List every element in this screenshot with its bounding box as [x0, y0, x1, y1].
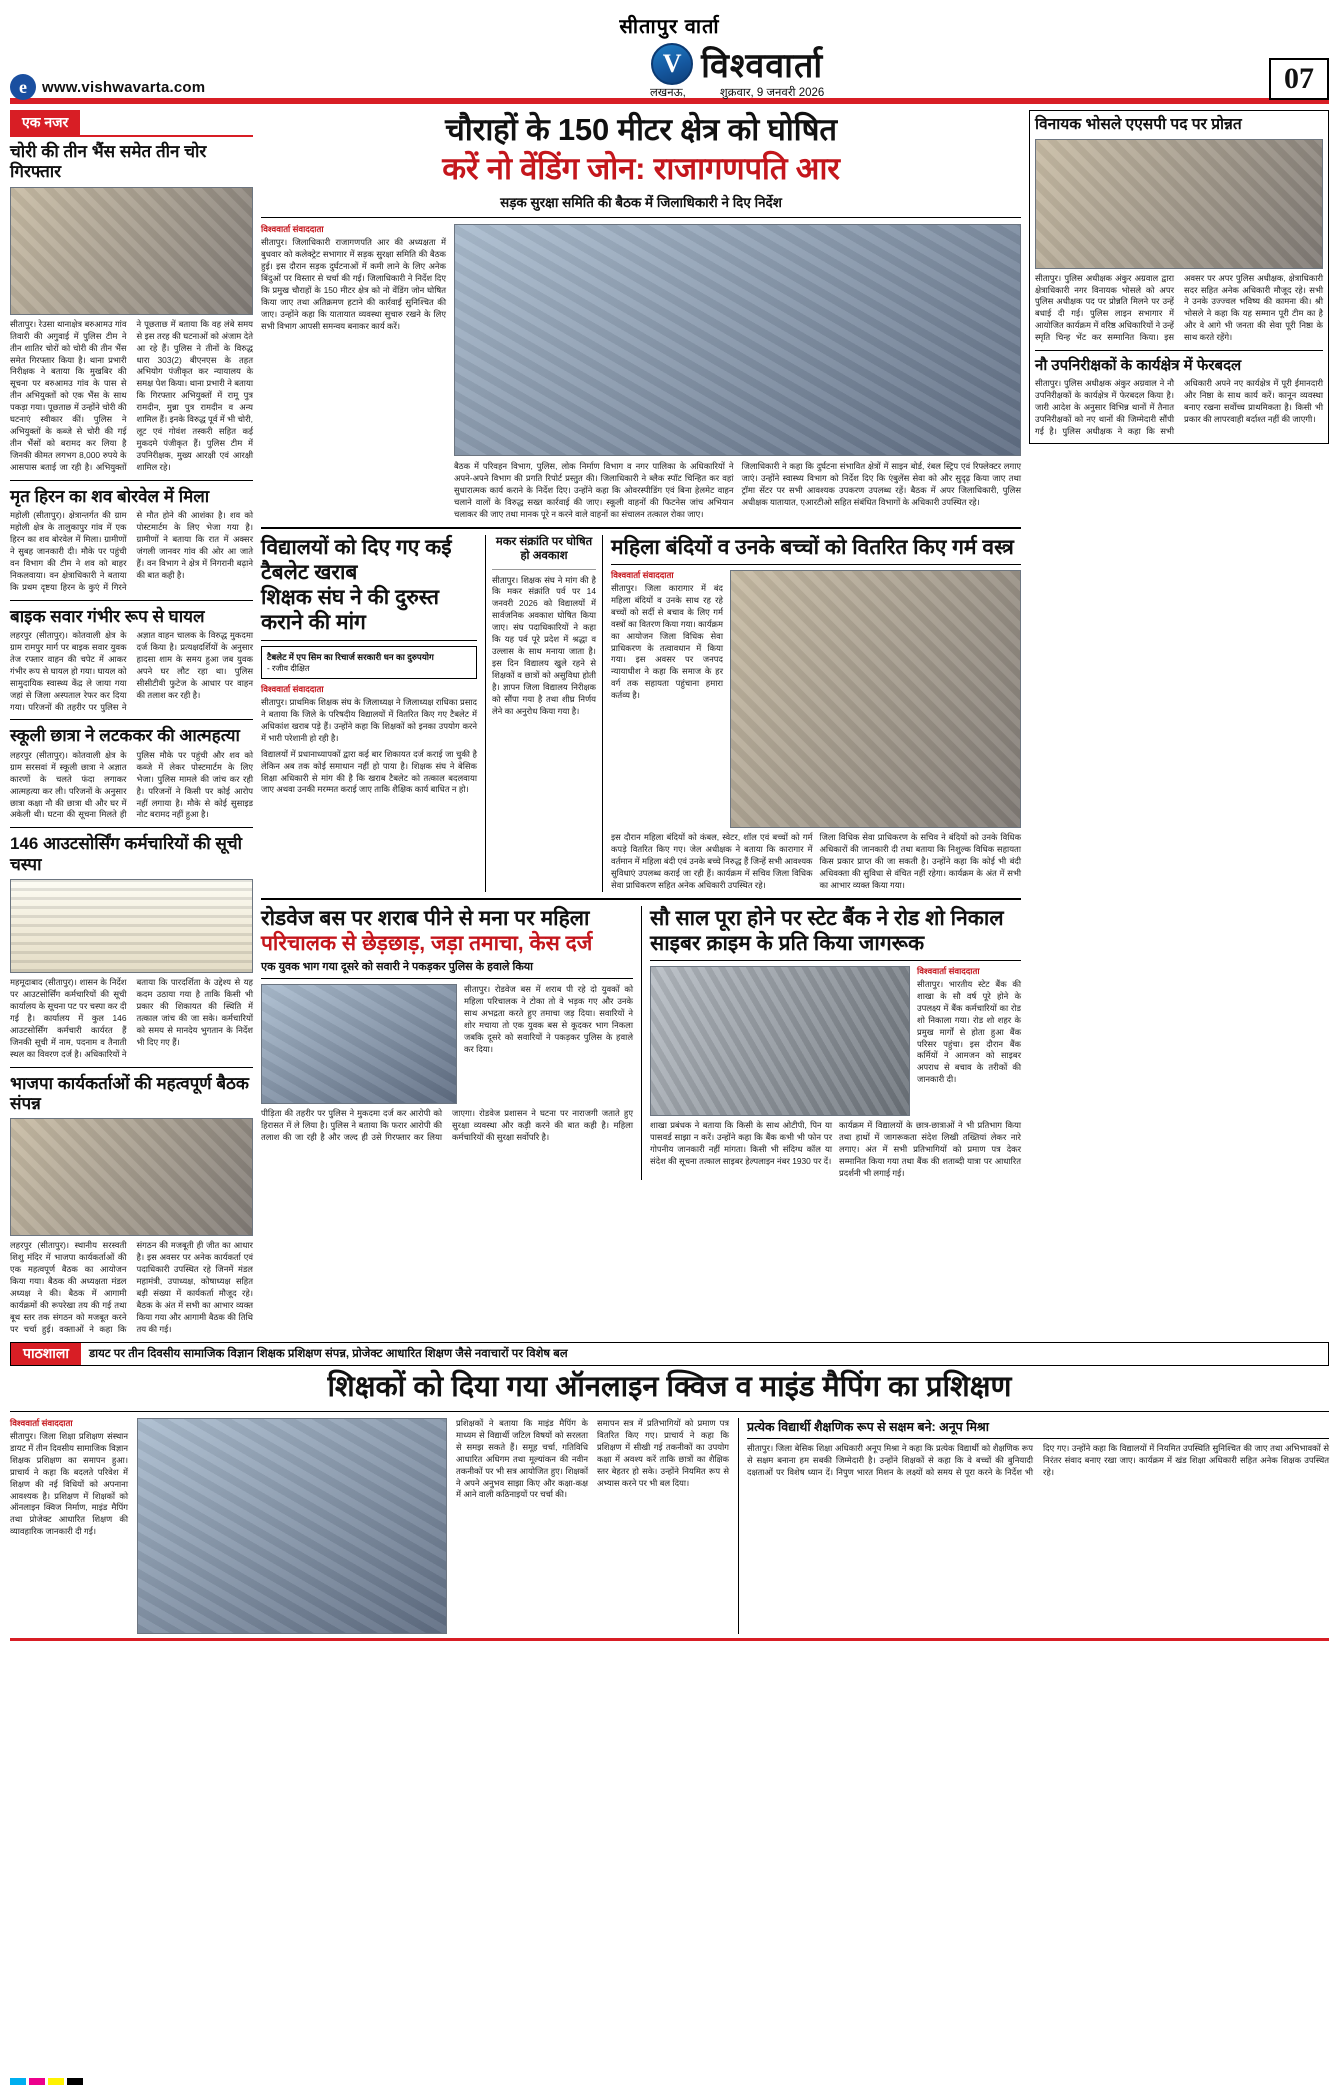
left-lead-photo: [10, 187, 253, 315]
sbi-col2: शाखा प्रबंधक ने बताया कि किसी के साथ ओटीपी, पिन या पासवर्ड साझा न करें। उन्होंने कहा कि बैंक कभी भी फोन पर गोपनीय जानकारी नहीं मांगता। किसी भी संदिग्ध कॉल या संदेश की सूचना तत्काल साइबर हेल्पलाइन नंबर 1930 पर दें।: [650, 1119, 832, 1166]
left-item-0-headline: मृत हिरन का शव बोरवेल में मिला: [10, 486, 210, 506]
makar-text: सीतापुर। शिक्षक संघ ने मांग की है कि मकर संक्रांति पर्व पर 14 जनवरी 2026 को विद्यालयों में सार्वजनिक अवकाश घोषित किया जाए। संघ पदाधिकारियों ने कहा कि यह पर्व पूरे प्रदेश में श्रद्धा व उल्लास के साथ मनाया जाता है। इस दिन विद्यालय खुले रहने से शिक्षकों व छात्रों को असुविधा होती है। ज्ञापन जिला विद्यालय निरीक्षक को सौंपा गया है तथा शीघ्र निर्णय लेने का अनुरोध किया गया है।: [492, 574, 596, 716]
left-item-2-text: लहरपुर (सीतापुर)। कोतवाली क्षेत्र के ग्राम सरसवां में स्कूली छात्रा ने अज्ञात कारणों के चलते फंदा लगाकर आत्महत्या कर ली। परिजनों के अनुसार छात्रा कक्षा नौ की छात्रा थी और घर में अकेली थी। घटना की सूचना मिलते ही पुलिस मौके पर पहुंची और शव को कब्जे में लेकर पोस्टमार्टम के लिए भेजा। पुलिस मामले की जांच कर रही है। परिजनों ने किसी पर कोई आरोप नहीं लगाया है। मौके से कोई सुसाइड नोट बरामद नहीं हुआ है।: [10, 749, 253, 820]
edu-quote-author: - रजीव दीक्षित: [267, 663, 310, 673]
left-item-2-headline: स्कूली छात्रा ने लटककर की आत्महत्या: [10, 726, 240, 746]
bus-col2: पीड़िता की तहरीर पर पुलिस ने मुकदमा दर्ज कर आरोपी को हिरासत में ले लिया है। पुलिस ने बताया कि फरार आरोपी की तलाश की जा रही है और जल्द ही उसे गिरफ्तार कर लिया जाएगा। रोडवेज प्रशासन ने घटना पर नाराजगी जताते हुए सुरक्षा व्यवस्था और कड़ी करने की बात कही है। महिला कर्मचारियों की सुरक्षा सर्वोपरि है।: [261, 1107, 633, 1142]
pathshala-band-text: डायट पर तीन दिवसीय सामाजिक विज्ञान शिक्षक प्रशिक्षण संपन्न, प्रोजेक्ट आधारित शिक्षण जैसे नवाचारों पर विशेष बल: [88, 1347, 568, 1360]
brand-block: [205, 41, 1269, 100]
website-link[interactable]: [10, 74, 205, 100]
lead-headline-line2: करें नो वेंडिंग जोन: राजागणपति आर: [442, 150, 840, 186]
right-column: [1029, 110, 1329, 1336]
women-col3: जिला विधिक सेवा प्राधिकरण के सचिव ने बंदियों को उनके विधिक अधिकारों की जानकारी दी तथा बताया कि निशुल्क विधिक सहायता किस प्रकार प्राप्त की जा सकती है। उन्होंने कहा कि कोई भी बंदी अधिवक्ता की सुविधा से वंचित नहीं रहेगा। कार्यक्रम के अंत में सभी का आभार व्यक्त किया गया।: [819, 831, 1021, 890]
right-sub-headline: नौ उपनिरीक्षकों के कार्यक्षेत्र में फेरबदल: [1035, 357, 1242, 375]
women-col2: इस दौरान महिला बंदियों को कंबल, स्वेटर, शॉल एवं बच्चों को गर्म कपड़े वितरित किए गए। जेल अधीक्षक ने बताया कि कारागार में वर्तमान में महिला बंदी एवं उनके बच्चे निरुद्ध हैं जिन्हें सभी आवश्यक सुविधाएं उपलब्ध कराई जा रही हैं। कार्यक्रम में सचिव जिला विधिक सेवा प्राधिकरण सहित अनेक अधिकारी उपस्थित रहे।: [611, 831, 813, 890]
women-col1: सीतापुर। जिला कारागार में बंद महिला बंदियों व उनके साथ रह रहे बच्चों को सर्दी से बचाव के लिए गर्म वस्त्रों का वितरण किया गया। कार्यक्रम का आयोजन जिला विधिक सेवा प्राधिकरण के तत्वावधान में किया गया। इस अवसर पर जनपद न्यायाधीश ने कहा कि समाज के हर वर्ग तक सहायता पहुंचाना हमारा कर्तव्य है।: [611, 582, 723, 701]
edu-quote: टैबलेट में एप सिम का रिचार्ज सरकारी धन का दुरुपयोग: [267, 651, 434, 662]
sbi-headline-line2: साइबर क्राइम के प्रति किया जागरूक: [650, 931, 1021, 961]
pathshala-photo: [137, 1418, 447, 1634]
sbi-photo: [650, 966, 910, 1116]
left-item-1-text: लहरपुर (सीतापुर)। कोतवाली क्षेत्र के ग्राम रामपुर मार्ग पर बाइक सवार युवक तेज रफ्तार वाहन की चपेट में आकर गंभीर रूप से घायल हो गया। घायल को सामुदायिक स्वास्थ्य केंद्र ले जाया गया जहां से जिला अस्पताल रेफर कर दिया गया। परिजनों की तहरीर पर पुलिस ने अज्ञात वाहन चालक के विरुद्ध मुकदमा दर्ज किया है। प्रत्यक्षदर्शियों के अनुसार हादसा शाम के समय हुआ जब युवक अपने घर लौट रहा था। पुलिस सीसीटीवी फुटेज के आधार पर वाहन की तलाश कर रही है।: [10, 630, 253, 712]
sbi-story: [641, 906, 1021, 1180]
left-item-4-text: लहरपुर (सीतापुर)। स्थानीय सरस्वती शिशु मंदिर में भाजपा कार्यकर्ताओं की एक महत्वपूर्ण बैठक का आयोजन किया गया। बैठक की अध्यक्षता मंडल अध्यक्ष ने की। बैठक में आगामी कार्यक्रमों की रूपरेखा तय की गई तथा बूथ स्तर तक संगठन को मजबूत करने पर चर्चा हुई। वक्ताओं ने कहा कि संगठन की मजबूती ही जीत का आधार है। इस अवसर पर अनेक कार्यकर्ता एवं पदाधिकारी उपस्थित रहे जिनमें मंडल महामंत्री, उपाध्यक्ष, कोषाध्यक्ष सहित बड़ी संख्या में कार्यकर्ता मौजूद रहे। बैठक के अंत में सभी का आभार व्यक्त किया गया और आगामी बैठक की तिथि तय की गई।: [10, 1240, 253, 1334]
pathshala-side-headline: प्रत्येक विद्यार्थी शैक्षणिक रूप से सक्षम बने: अनूप मिश्रा: [747, 1418, 1329, 1439]
bus-photo: [261, 984, 457, 1104]
masthead: [10, 8, 1329, 99]
pathshala-col3: समापन सत्र में प्रतिभागियों को प्रमाण पत्र वितरित किए गए। प्राचार्य ने कहा कि प्रशिक्षण में सीखी गई तकनीकों का उपयोग कक्षा में अवश्य करें ताकि छात्रों का शैक्षिक स्तर बेहतर हो सके। उन्होंने नियमित रूप से अभ्यास करने पर भी बल दिया।: [597, 1417, 729, 1488]
edition-title: सीतापुर वार्ता: [619, 16, 720, 38]
makar-story: [485, 535, 603, 892]
brand-place: लखनऊ,: [650, 87, 686, 99]
website-url: www.vishwavarta.com: [42, 78, 206, 96]
edu-sub-headline: शिक्षक संघ ने की दुरुस्त कराने की मांग: [261, 585, 477, 640]
lead-story: [261, 112, 1021, 521]
makar-headline: मकर संक्रांति पर घोषित हो अवकाश: [495, 535, 593, 563]
page-number: 07: [1269, 58, 1329, 100]
sbi-byline: विश्ववार्ता संवाददाता: [917, 965, 980, 976]
lead-photo: [454, 224, 1021, 456]
edu-col1: सीतापुर। प्राथमिक शिक्षक संघ के जिलाध्यक्ष ने जिलाध्यक्ष राधिका प्रसाद ने बताया कि जिले के परिषदीय विद्यालयों में वितरित किए गए टैबलेट में अधिकांश खराब पड़े हैं। उन्होंने कहा कि शिक्षकों को इनका उपयोग करने में भारी परेशानी हो रही है।: [261, 697, 477, 743]
pathshala-section: [10, 1342, 1329, 1634]
left-item-3-text: महमूदाबाद (सीतापुर)। शासन के निर्देश पर आउटसोर्सिंग कर्मचारियों की सूची कार्यालय के सूचना पट पर चस्पा कर दी गई है। कार्यालय में कुल 146 आउटसोर्सिंग कर्मचारी कार्यरत हैं जिनकी सूची में नाम, पदनाम व तैनाती स्थल का विवरण दर्ज है। अधिकारियों ने बताया कि पारदर्शिता के उद्देश्य से यह कदम उठाया गया है ताकि किसी भी प्रकार की शिकायत की स्थिति में तत्काल जांच की जा सके। कर्मचारियों को समय से मानदेय भुगतान के निर्देश भी दिए गए हैं।: [10, 977, 253, 1059]
edu-story: [261, 535, 477, 892]
bus-headline-line2: परिचालक से छेड़छाड़, जड़ा तमाचा, केस दर्ज: [261, 931, 593, 955]
edu-byline: विश्ववार्ता संवाददाता: [261, 684, 324, 695]
lead-col2: बैठक में परिवहन विभाग, पुलिस, लोक निर्माण विभाग व नगर पालिका के अधिकारियों ने अपने-अपने विभाग की प्रगति रिपोर्ट प्रस्तुत की। जिलाधिकारी ने ब्लैक स्पॉट चिन्हित कर वहां सुधारात्मक कार्य कराने के निर्देश दिए। उन्होंने कहा कि ओवरस्पीडिंग एवं बिना हेलमेट वाहन चलाने वालों के विरुद्ध सख्त कार्रवाई की जाए। स्कूली वाहनों की फिटनेस जांच अभियान चलाकर की जाए तथा मानक पूरे न करने वाले वाहनों का संचालन तत्काल रोका जाए।: [454, 461, 734, 519]
pathshala-side: [738, 1418, 1329, 1634]
women-story: [611, 535, 1021, 892]
lead-headline-line1: चौराहों के 150 मीटर क्षेत्र को घोषित: [445, 112, 837, 147]
lead-col3: जिलाधिकारी ने कहा कि दुर्घटना संभावित क्षेत्रों में साइन बोर्ड, रंबल स्ट्रिप एवं रिफ्लेक्टर लगाए जाएं। उन्होंने स्वास्थ्य विभाग को निर्देश दिए कि एंबुलेंस सेवा को और सुदृढ़ किया जाए तथा ट्रॉमा सेंटर पर सभी आवश्यक उपकरण उपलब्ध रहें। बैठक में अपर जिलाधिकारी, पुलिस अधीक्षक यातायात, एआरटीओ सहित संबंधित विभागों के अधिकारी उपस्थित रहे।: [741, 461, 1021, 507]
left-item-3-headline: 146 आउटसोर्सिंग कर्मचारियों की सूची चस्पा: [10, 834, 243, 874]
right-top-text: सीतापुर। पुलिस अधीक्षक अंकुर अग्रवाल द्वारा क्षेत्राधिकारी नगर विनायक भोसले को अपर पुलिस अधीक्षक पद पर प्रोन्नति मिलने पर उन्हें बधाई दी गई। पुलिस लाइन सभागार में आयोजित कार्यक्रम में वरिष्ठ अधिकारियों ने उन्हें स्मृति चिन्ह भेंट कर सम्मानित किया। इस अवसर पर अपर पुलिस अधीक्षक, क्षेत्राधिकारी सदर सहित अनेक अधिकारी मौजूद रहे। सभी ने उनके उज्ज्वल भविष्य की कामना की। श्री भोसले ने कहा कि यह सम्मान पूरी टीम का है और वे आगे भी जनता की सेवा पूरी निष्ठा के साथ करते रहेंगे।: [1035, 272, 1323, 343]
lead-byline: विश्ववार्ता संवाददाता: [261, 224, 324, 235]
right-top-photo: [1035, 139, 1323, 269]
cmyk-registration-marks: [10, 2078, 83, 2085]
women-headline: महिला बंदियों व उनके बच्चों को वितरित किए गर्म वस्त्र: [611, 535, 1021, 565]
bus-col1: सीतापुर। रोडवेज बस में शराब पी रहे दो युवकों को महिला परिचालक ने टोका तो वे भड़क गए और उनके साथ अभद्रता करते हुए तमाचा जड़ दिया। सवारियों ने शोर मचाया तो एक युवक बस से कूदकर भाग निकला जबकि दूसरे को सवारियों ने पकड़कर पुलिस के हवाले कर दिया।: [464, 983, 633, 1054]
bus-deck: एक युवक भाग गया दूसरे को सवारी ने पकड़कर पुलिस के हवाले किया: [261, 959, 633, 979]
edu-col2: विद्यालयों में प्रधानाध्यापकों द्वारा कई बार शिकायत दर्ज कराई जा चुकी है लेकिन अब तक कोई समाधान नहीं हो पाया है। शिक्षक संघ ने बेसिक शिक्षा अधिकारी से मांग की है कि खराब टैबलेट को तत्काल बदलवाया जाए अथवा उनकी मरम्मत कराई जाए ताकि शैक्षिक कार्य बाधित न हो।: [261, 748, 477, 795]
edu-quote-box: [261, 646, 477, 680]
pathshala-byline: विश्ववार्ता संवाददाता: [10, 1417, 73, 1428]
brand-date: शुक्रवार, 9 जनवरी 2026: [719, 87, 825, 99]
sbi-col3: कार्यक्रम में विद्यालयों के छात्र-छात्राओं ने भी प्रतिभाग किया तथा हाथों में जागरूकता संदेश लिखी तख्तियां लेकर नारे लगाए। अंत में सभी प्रतिभागियों को प्रमाण पत्र देकर सम्मानित किया गया तथा बैंक की शताब्दी यात्रा पर आधारित प्रदर्शनी भी लगाई गई।: [839, 1119, 1021, 1178]
bus-story: [261, 906, 633, 1180]
sbi-col1: सीतापुर। भारतीय स्टेट बैंक की शाखा के सौ वर्ष पूरे होने के उपलक्ष्य में बैंक कर्मचारियों का रोड शो निकाला गया। रोड शो शहर के प्रमुख मार्गों से होता हुआ बैंक परिसर पहुंचा। इस दौरान बैंक कर्मियों ने आमजन को साइबर अपराध से बचाव के तरीकों की जानकारी दी।: [917, 978, 1021, 1085]
pathshala-col1: सीतापुर। जिला शिक्षा प्रशिक्षण संस्थान डायट में तीन दिवसीय सामाजिक विज्ञान शिक्षक प्रशिक्षण का समापन हुआ। प्राचार्य ने कहा कि बदलते परिवेश में शिक्षण की नई विधियों को अपनाना आवश्यक है। प्रशिक्षण में शिक्षकों को ऑनलाइन क्विज निर्माण, माइंड मैपिंग तथा प्रोजेक्ट आधारित शिक्षण की व्यावहारिक जानकारी दी गई।: [10, 1430, 128, 1537]
pathshala-tag: पाठशाला: [11, 1343, 81, 1365]
women-byline: विश्ववार्ता संवाददाता: [611, 569, 674, 580]
section-tag-ek-nazar: एक नजर: [10, 110, 80, 135]
left-lead-headline: चोरी की तीन भैंस समेत तीन चोर गिरफ्तार: [10, 142, 207, 182]
right-sub-text: सीतापुर। पुलिस अधीक्षक अंकुर अग्रवाल ने नौ उपनिरीक्षकों के कार्यक्षेत्र में फेरबदल किया है। जारी आदेश के अनुसार विभिन्न थानों में तैनात उपनिरीक्षकों को नए थानों की जिम्मेदारी सौंपी गई है। पुलिस अधीक्षक ने कहा कि सभी अधिकारी अपने नए कार्यक्षेत्र में पूरी ईमानदारी और निष्ठा के साथ कार्य करें। कानून व्यवस्था बनाए रखना सर्वोच्च प्राथमिकता है। किसी भी प्रकार की लापरवाही बर्दाश्त नहीं की जाएगी।: [1035, 378, 1323, 436]
lead-deck: सड़क सुरक्षा समिति की बैठक में जिलाधिकारी ने दिए निर्देश: [261, 193, 1021, 218]
lead-col1: सीतापुर। जिलाधिकारी राजागणपति आर की अध्यक्षता में बुधवार को कलेक्ट्रेट सभागार में सड़क सुरक्षा समिति की बैठक हुई। इस दौरान सड़क दुर्घटनाओं में कमी लाने के लिए अनेक बिंदुओं पर विस्तार से चर्चा की गई। जिलाधिकारी ने निर्देश दिए कि प्रमुख चौराहों के 150 मीटर क्षेत्र को नो वेंडिंग जोन घोषित किया जाए तथा अतिक्रमण हटाने की कार्रवाई सुनिश्चित की जाए। उन्होंने कहा कि यातायात व्यवस्था सुचारु रखने के लिए सभी विभाग आपसी समन्वय बनाकर कार्य करें।: [261, 237, 446, 331]
footer-divider: [10, 1638, 1329, 1641]
pathshala-side-text: सीतापुर। जिला बेसिक शिक्षा अधिकारी अनूप मिश्रा ने कहा कि प्रत्येक विद्यार्थी को शैक्षणिक रूप से सक्षम बनाना हम सबकी जिम्मेदारी है। उन्होंने शिक्षकों से कहा कि वे बच्चों की बुनियादी दक्षताओं पर विशेष ध्यान दें। निपुण भारत मिशन के लक्ष्यों को समय से पूरा करने के निर्देश भी दिए गए। उन्होंने कहा कि विद्यालयों में नियमित उपस्थिति सुनिश्चित की जाए तथा अभिभावकों से निरंतर संवाद बनाए रखा जाए। कार्यक्रम में खंड शिक्षा अधिकारी सहित अनेक शिक्षक उपस्थित रहे।: [747, 1442, 1329, 1477]
globe-icon: e: [10, 74, 36, 100]
brand-logo-icon: V: [651, 43, 693, 85]
left-column: [10, 110, 253, 1336]
left-item-3-photo: [10, 879, 253, 973]
women-photo: [730, 570, 1021, 828]
brand-name: विश्ववार्ता: [701, 48, 824, 85]
left-item-1-headline: बाइक सवार गंभीर रूप से घायल: [10, 606, 205, 626]
middle-column: [261, 110, 1021, 1336]
bus-headline-line1: रोडवेज बस पर शराब पीने से मना पर महिला: [261, 906, 590, 930]
right-top-headline: विनायक भोसले एएसपी पद पर प्रोन्नत: [1035, 116, 1242, 133]
left-lead-text: सीतापुर। रेउसा थानाक्षेत्र बरुआमउ गांव तिवारी की अगुवाई में पुलिस टीम ने तीन शातिर चोरों को चोरी की तीन भैंस समेत गिरफ्तार किया है। थाना प्रभारी निरीक्षक ने बताया कि मुखबिर की सूचना पर बरुआमउ गांव के पास से तीन अभियुक्तों को एक भैंस के साथ पकड़ा गया। पूछताछ में उन्होंने चोरी की घटनाएं स्वीकार कीं। पुलिस ने अभियुक्तों के कब्जे से चोरी की गई तीन भैंसों को बरामद कर लिया है जिनकी कीमत लगभग 8,000 रुपये के आसपास बताई जा रही है। अभियुक्तों ने पूछताछ में बताया कि वह लंबे समय से इस तरह की घटनाओं को अंजाम देते आ रहे हैं। पुलिस ने तीनों के विरुद्ध धारा 303(2) बीएनएस के तहत अभियोग पंजीकृत कर न्यायालय के समक्ष पेश किया। थाना प्रभारी ने बताया कि गिरफ्तार अभियुक्तों में रामू पुत्र रामदीन, मुन्ना पुत्र रामदीन व अन्य शामिल हैं। इनके विरुद्ध पूर्व में भी चोरी, लूट एवं गोवंश तस्करी सहित कई मुकदमे पंजीकृत हैं। पुलिस टीम में उपनिरीक्षक, मुख्य आरक्षी एवं आरक्षी शामिल रहे।: [10, 318, 253, 472]
sbi-headline-line1: सौ साल पूरा होने पर स्टेट बैंक ने रोड शो निकाल: [650, 906, 1004, 930]
right-top-story: [1029, 110, 1329, 444]
edu-headline: विद्यालयों को दिए गए कई टैबलेट खराब: [261, 535, 452, 584]
pathshala-headline: शिक्षकों को दिया गया ऑनलाइन क्विज व माइंड मैपिंग का प्रशिक्षण: [10, 1370, 1329, 1412]
left-item-4-photo: [10, 1118, 253, 1236]
left-item-0-text: महोली (सीतापुर)। क्षेत्रान्तर्गत की ग्राम महोली क्षेत्र के तालुकापुर गांव में एक हिरन का शव बोरवेल में मिला। ग्रामीणों ने सुबह जानकारी दी। मौके पर पहुंची वन विभाग की टीम ने शव को बाहर निकलवाया। वन क्षेत्राधिकारी ने बताया कि प्रथम दृष्टया हिरन के कुएं में गिरने से मौत होने की आशंका है। शव को पोस्टमार्टम के लिए भेजा गया है। ग्रामीणों ने बताया कि रात में अक्सर जंगली जानवर गांव की ओर आ जाते हैं। वन विभाग ने क्षेत्र में निगरानी बढ़ाने की बात कही है।: [10, 510, 253, 592]
left-item-4-headline: भाजपा कार्यकर्ताओं की महत्वपूर्ण बैठक संपन्न: [10, 1073, 249, 1113]
pathshala-col2: प्रशिक्षकों ने बताया कि माइंड मैपिंग के माध्यम से विद्यार्थी जटिल विषयों को सरलता से समझ सकते हैं। समूह चर्चा, गतिविधि आधारित अधिगम तथा मूल्यांकन की नवीन तकनीकों पर भी सत्र आयोजित हुए। शिक्षकों ने अपने अनुभव साझा किए और कक्षा-कक्ष में आने वाली कठिनाइयों पर चर्चा की।: [456, 1417, 588, 1500]
